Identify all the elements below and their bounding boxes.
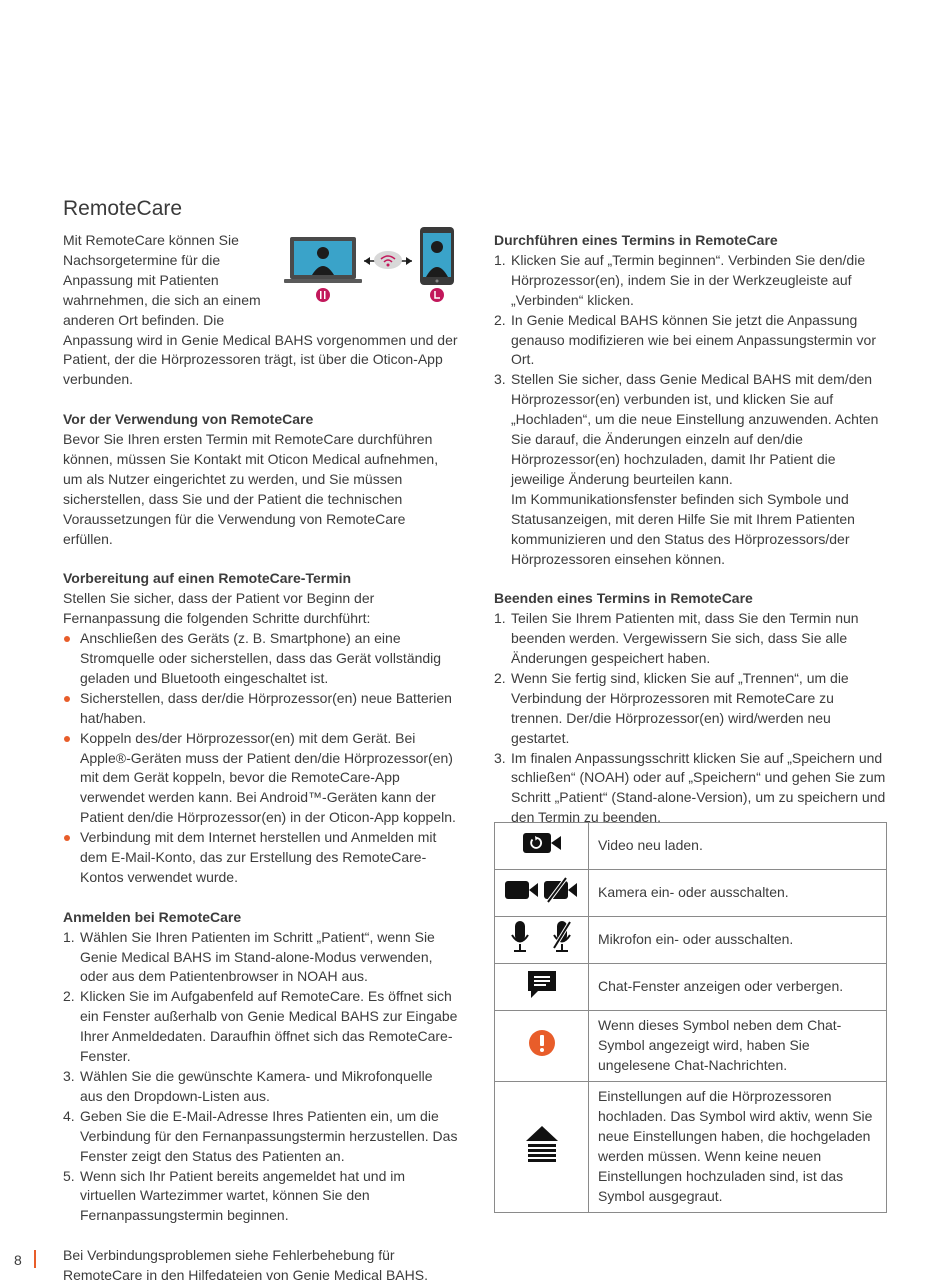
list-item	[63, 1167, 458, 1227]
list-item	[63, 629, 458, 689]
end-step-list	[494, 609, 888, 828]
icon-description: Einstellungen auf die Hörprozessoren hochladen. Das Symbol wird aktiv, wenn Sie neue Einstellungen haben, die hochgeladen werden müssen. Wenn keine neuen Einstellungen hochzuladen sind, ist das Symbol ausgegraut.	[589, 1082, 887, 1213]
step-number: 1.	[494, 610, 506, 627]
right-column	[494, 231, 888, 828]
list-item	[494, 311, 888, 371]
chat-icon	[526, 969, 558, 999]
upload-icon	[525, 1125, 559, 1163]
conduct-heading: Durchführen eines Termins in RemoteCare	[494, 232, 778, 248]
login-step-list	[63, 928, 458, 1227]
list-item	[494, 749, 888, 829]
prep-heading: Vorbereitung auf einen RemoteCare-Termin	[63, 570, 352, 587]
alert-icon	[528, 1029, 556, 1057]
step-text: In Genie Medical BAHS können Sie jetzt die Anpassung genauso modifizieren wie bei einem Anpassungstermin vor Ort.	[511, 311, 876, 368]
step-number: 3.	[63, 1068, 75, 1085]
before-heading: Vor der Verwendung von RemoteCare	[63, 411, 314, 428]
page-number-divider	[34, 1250, 36, 1268]
table-row	[495, 1011, 887, 1082]
step-number: 3.	[494, 749, 506, 766]
remotecare-illustration	[280, 225, 458, 309]
step-extra-text: Im Kommunikationsfenster befinden sich Symbole und Statusanzeigen, mit deren Hilfe Sie mit Ihrem Patienten kommunizieren und den Status des Hörprozessors/der Hörprozessoren einsehen können.	[511, 490, 855, 567]
step-text: Klicken Sie auf „Termin beginnen“. Verbinden Sie den/die Hörprozessor(en), indem Sie in der Werkzeugleiste auf „Verbinden“ klicken.	[511, 251, 866, 308]
icon-legend-table	[494, 822, 887, 1213]
icon-cell	[495, 964, 589, 1011]
camera-toggle-icon	[504, 876, 580, 904]
list-item	[63, 1107, 458, 1167]
icon-cell	[495, 917, 589, 964]
before-text: Bevor Sie Ihren ersten Termin mit RemoteCare durchführen können, müssen Sie Kontakt mit Oticon Medical aufnehmen, um als Nutzer eingerichtet zu werden, und Sie müssen sicherstellen, dass Sie und der Patient die technischen Voraussetzungen für die Verwendung von RemoteCare erfüllen.	[63, 431, 439, 547]
list-item	[63, 987, 458, 1067]
table-row	[495, 1082, 887, 1213]
icon-description: Video neu laden.	[589, 823, 887, 870]
icon-description: Mikrofon ein- oder ausschalten.	[589, 917, 887, 964]
step-number: 1.	[63, 928, 75, 945]
icon-cell	[495, 870, 589, 917]
page-number: 8	[14, 1252, 22, 1268]
step-number: 3.	[494, 371, 506, 388]
bullet-icon	[64, 636, 70, 642]
list-item	[494, 609, 888, 669]
login-heading: Anmelden bei RemoteCare	[63, 908, 242, 925]
step-number: 2.	[494, 669, 506, 686]
step-text: Teilen Sie Ihrem Patienten mit, dass Sie den Termin nun beenden werden. Vergewissern Sie sich, dass Sie alle Änderungen gespeichert haben.	[511, 610, 859, 667]
icon-cell	[495, 1011, 589, 1082]
step-text: Wählen Sie die gewünschte Kamera- und Mikrofonquelle aus den Dropdown-Listen aus.	[80, 1068, 433, 1104]
prep-text: Stellen Sie sicher, dass der Patient vor Beginn der Fernanpassung die folgenden Schritte durchführt:	[63, 590, 375, 627]
step-text: Geben Sie die E-Mail-Adresse Ihres Patienten ein, um die Verbindung für den Fernanpassungstermin herzustellen. Das Fenster zeigt den Status des Patienten an.	[80, 1107, 458, 1164]
step-number: 4.	[63, 1107, 75, 1124]
intro-section	[63, 231, 458, 390]
step-number: 1.	[494, 251, 506, 268]
list-item	[63, 828, 458, 888]
list-item	[494, 370, 888, 569]
left-column	[63, 195, 458, 1286]
bullet-text: Verbindung mit dem Internet herstellen und Anmelden mit dem E-Mail-Konto, das zur Erstellung des RemoteCare-Kontos verwendet wurde.	[80, 829, 437, 885]
table-row	[495, 823, 887, 870]
table-row	[495, 917, 887, 964]
list-item	[63, 928, 458, 988]
icon-cell	[495, 823, 589, 870]
step-text: Im finalen Anpassungsschritt klicken Sie auf „Speichern und schließen“ (NOAH) oder auf „Speichern“ und gehen Sie zum Schritt „Patient“ (Stand-alone-Version), um zu speichern und den Termin zu beenden.	[511, 749, 886, 826]
microphone-toggle-icon	[509, 920, 575, 954]
page-title: RemoteCare	[63, 197, 183, 220]
list-item	[63, 689, 458, 729]
video-reload-icon	[522, 832, 562, 854]
bullet-icon	[64, 736, 70, 742]
bullet-icon	[64, 696, 70, 702]
icon-description: Kamera ein- oder ausschalten.	[589, 870, 887, 917]
icon-description: Wenn dieses Symbol neben dem Chat-Symbol angezeigt wird, haben Sie ungelesene Chat-Nachrichten.	[589, 1011, 887, 1082]
bullet-icon	[64, 835, 70, 841]
bullet-text: Anschließen des Geräts (z. B. Smartphone) an eine Stromquelle oder sicherstellen, dass das Gerät vollständig geladen und Bluetooth eingeschaltet ist.	[80, 630, 442, 686]
list-item	[494, 251, 888, 311]
icon-description: Chat-Fenster anzeigen oder verbergen.	[589, 964, 887, 1011]
step-text: Wählen Sie Ihren Patienten im Schritt „Patient“, wenn Sie Genie Medical BAHS im Stand-alone-Modus verwenden, oder aus dem Patientenbrowser in NOAH aus.	[80, 928, 435, 985]
step-text: Wenn Sie fertig sind, klicken Sie auf „Trennen“, um die Verbindung der Hörprozessoren mit RemoteCare zu trennen. Der/die Hörprozessor(en) wird/werden neu gestartet.	[511, 669, 849, 746]
step-number: 2.	[494, 311, 506, 328]
list-item	[63, 729, 458, 829]
bullet-text: Koppeln des/der Hörprozessor(en) mit dem Gerät. Bei Apple®-Geräten muss der Patient den/die Hörprozessor(en) mit dem Gerät koppeln, bevor die RemoteCare-App verwendet werden kann. Bei Android™-Geräten kann der Patient den/die Hörprozessor(en) in der Oticon-App koppeln.	[80, 729, 456, 826]
step-text: Klicken Sie im Aufgabenfeld auf RemoteCare. Es öffnet sich ein Fenster außerhalb von Genie Medical BAHS zur Eingabe Ihrer Anmeldedaten. Daraufhin öffnet sich das RemoteCare-Fenster.	[80, 988, 458, 1065]
step-number: 2.	[63, 988, 75, 1005]
icon-cell	[495, 1082, 589, 1213]
step-text: Stellen Sie sicher, dass Genie Medical BAHS mit dem/den Hörprozessor(en) verbunden ist, und klicken Sie auf „Hochladen“, um die neue Einstellung anzuwenden. Achten Sie darauf, die Änderungen einzeln auf den/die Hörprozessor(en) hochzuladen, damit Ihr Patient die jeweilige Änderung beurteilen kann.	[511, 371, 879, 487]
step-text: Wenn sich Ihr Patient bereits angemeldet hat und im virtuellen Wartezimmer wartet, können Sie den Fernanpassungstermin beginnen.	[80, 1167, 406, 1224]
intro-text: Mit RemoteCare können Sie Nachsorgetermine für die Anpassung mit Patienten wahrnehmen, die sich an einem anderen Ort befinden. Die Anpassung wird in Genie Medical BAHS vorgenommen und der Patient, der die Hörprozessoren trägt, ist über die Oticon-App verbunden.	[63, 232, 458, 388]
table-row	[495, 870, 887, 917]
step-number: 5.	[63, 1167, 75, 1184]
troubleshooting-text: Bei Verbindungsproblemen siehe Fehlerbehebung für RemoteCare in den Hilfedateien von Genie Medical BAHS.	[63, 1247, 428, 1284]
conduct-step-list	[494, 251, 888, 570]
list-item	[494, 669, 888, 749]
end-heading: Beenden eines Termins in RemoteCare	[494, 590, 753, 607]
prep-bullet-list	[63, 629, 458, 888]
bullet-text: Sicherstellen, dass der/die Hörprozessor(en) neue Batterien hat/haben.	[80, 689, 452, 726]
table-row	[495, 964, 887, 1011]
list-item	[63, 1067, 458, 1107]
